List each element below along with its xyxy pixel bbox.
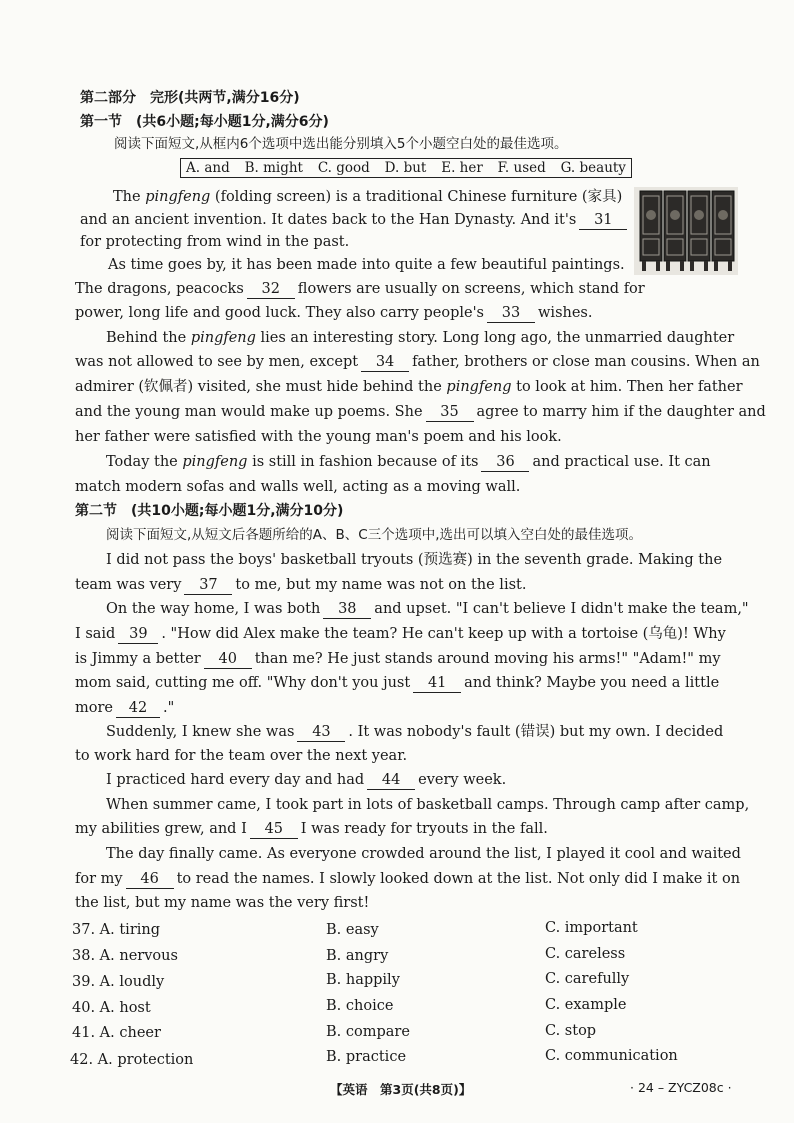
p2-line13: The day finally came. As everyone crowded around the list, I played it cool and waited xyxy=(106,846,741,862)
p1-line3: for protecting from wind in the past. xyxy=(80,234,350,250)
q41-option-b: B. compare xyxy=(326,1024,410,1040)
folding-screen-image xyxy=(634,187,738,275)
q42-option-c: C. communication xyxy=(545,1048,678,1064)
p2-line3: On the way home, I was both 38 and upset. "I can't believe I didn't make the team," xyxy=(106,601,749,617)
blank-36: 36 xyxy=(481,454,529,472)
option-f: F. used xyxy=(497,160,546,176)
p2-line14: for my 46 to read the names. I slowly looked down at the list. Not only did I make it on xyxy=(75,871,741,887)
option-c: C. good xyxy=(317,160,370,176)
q39-option-b: B. happily xyxy=(326,972,400,988)
q41-option-c: C. stop xyxy=(545,1023,597,1039)
p1-line9: admirer (钦佩者) visited, she must hide behind the pingfeng to look at him. Then her father xyxy=(75,379,743,395)
p2-line11: When summer came, I took part in lots of basketball camps. Through camp after camp, xyxy=(106,797,750,813)
p2-line10: I practiced hard every day and had 44 every week. xyxy=(106,772,507,788)
q38-option-a: 38. A. nervous xyxy=(72,948,178,964)
q42-option-b: B. practice xyxy=(326,1049,407,1065)
q37-option-c: C. important xyxy=(545,920,638,936)
option-g: G. beauty xyxy=(560,160,626,176)
p2-line4: I said 39 . "How did Alex make the team? He can't keep up with a tortoise (乌龟)! Why xyxy=(75,626,726,642)
q40-option-b: B. choice xyxy=(326,998,394,1014)
q37-option-b: B. easy xyxy=(326,922,379,938)
q42-option-a: 42. A. protection xyxy=(70,1052,194,1068)
p1-line10: and the young man would make up poems. She 35 agree to marry him if the daughter and xyxy=(75,404,766,420)
blank-45: 45 xyxy=(250,821,298,839)
q38-option-b: B. angry xyxy=(326,948,389,964)
blank-34: 34 xyxy=(361,354,409,372)
section1-title: 第一节 (共6小题;每小题1分,满分6分) xyxy=(80,114,329,130)
p2-line1: I did not pass the boys' basketball tryouts (预选赛) in the seventh grade. Making the xyxy=(106,552,723,568)
p2-line2: team was very 37 to me, but my name was not on the list. xyxy=(75,577,527,593)
p1-line5: The dragons, peacocks 32 flowers are usually on screens, which stand for xyxy=(75,281,645,297)
option-e: E. her xyxy=(441,160,483,176)
blank-44: 44 xyxy=(367,772,415,790)
p2-line5: is Jimmy a better 40 than me? He just stands around moving his arms!" "Adam!" my xyxy=(75,651,721,667)
page-number: 【英语 第3页(共8页)】 xyxy=(330,1082,472,1097)
blank-42: 42 xyxy=(116,700,160,718)
p1-line2: and an ancient invention. It dates back to the Han Dynasty. And it's 31 xyxy=(80,210,630,230)
option-a: A. and xyxy=(186,160,230,176)
p2-line6: mom said, cutting me off. "Why don't you just 41 and think? Maybe you need a little xyxy=(75,675,720,691)
blank-35: 35 xyxy=(426,404,474,422)
p2-line7: more 42 ." xyxy=(75,700,175,716)
blank-43: 43 xyxy=(297,724,345,742)
section1-instruction: 阅读下面短文,从框内6个选项中选出能分别填入5个小题空白处的最佳选项。 xyxy=(114,136,568,152)
p1-line13: match modern sofas and walls well, acting as a moving wall. xyxy=(75,479,521,495)
options-box xyxy=(180,158,632,178)
p1-line11: her father were satisfied with the young man's poem and his look. xyxy=(75,429,562,445)
blank-40: 40 xyxy=(204,651,252,669)
p1-line4: As time goes by, it has been made into quite a few beautiful paintings. xyxy=(108,257,625,273)
option-b: B. might xyxy=(244,160,303,176)
blank-39: 39 xyxy=(118,626,158,644)
blank-38: 38 xyxy=(323,601,371,619)
p2-line15: the list, but my name was the very first! xyxy=(75,895,370,911)
q40-option-c: C. example xyxy=(545,997,627,1013)
p1-line1: The pingfeng (folding screen) is a traditional Chinese furniture (家具) xyxy=(113,189,623,205)
p1-line6: power, long life and good luck. They also carry people's 33 wishes. xyxy=(75,305,593,321)
q39-option-a: 39. A. loudly xyxy=(72,974,165,990)
section2-title: 第二节 (共10小题;每小题1分,满分10分) xyxy=(75,503,344,519)
blank-37: 37 xyxy=(184,577,232,595)
q40-option-a: 40. A. host xyxy=(72,1000,151,1016)
blank-41: 41 xyxy=(413,675,461,693)
q41-option-a: 41. A. cheer xyxy=(72,1025,161,1041)
p2-line9: to work hard for the team over the next year. xyxy=(75,748,408,764)
exam-code: · 24 – ZYCZ08c · xyxy=(630,1080,732,1095)
p2-line8: Suddenly, I knew she was 43 . It was nobody's fault (错误) but my own. I decided xyxy=(106,724,724,740)
part-title: 第二部分 完形(共两节,满分16分) xyxy=(80,90,300,106)
q39-option-c: C. carefully xyxy=(545,971,630,987)
q37-option-a: 37. A. tiring xyxy=(72,922,161,938)
p1-line12: Today the pingfeng is still in fashion because of its 36 and practical use. It can xyxy=(106,454,711,470)
section2-instruction: 阅读下面短文,从短文后各题所给的A、B、C三个选项中,选出可以填入空白处的最佳选项。 xyxy=(106,527,643,543)
p1-line8: was not allowed to see by men, except 34 father, brothers or close man cousins. When an xyxy=(75,354,760,370)
blank-31: 31 xyxy=(579,212,627,230)
blank-33: 33 xyxy=(487,305,535,323)
p1-line7: Behind the pingfeng lies an interesting story. Long long ago, the unmarried daughter xyxy=(106,330,735,346)
blank-32: 32 xyxy=(247,281,295,299)
p2-line12: my abilities grew, and I 45 I was ready for tryouts in the fall. xyxy=(75,821,548,837)
option-d: D. but xyxy=(384,160,427,176)
blank-46: 46 xyxy=(126,871,174,889)
q38-option-c: C. careless xyxy=(545,946,626,962)
